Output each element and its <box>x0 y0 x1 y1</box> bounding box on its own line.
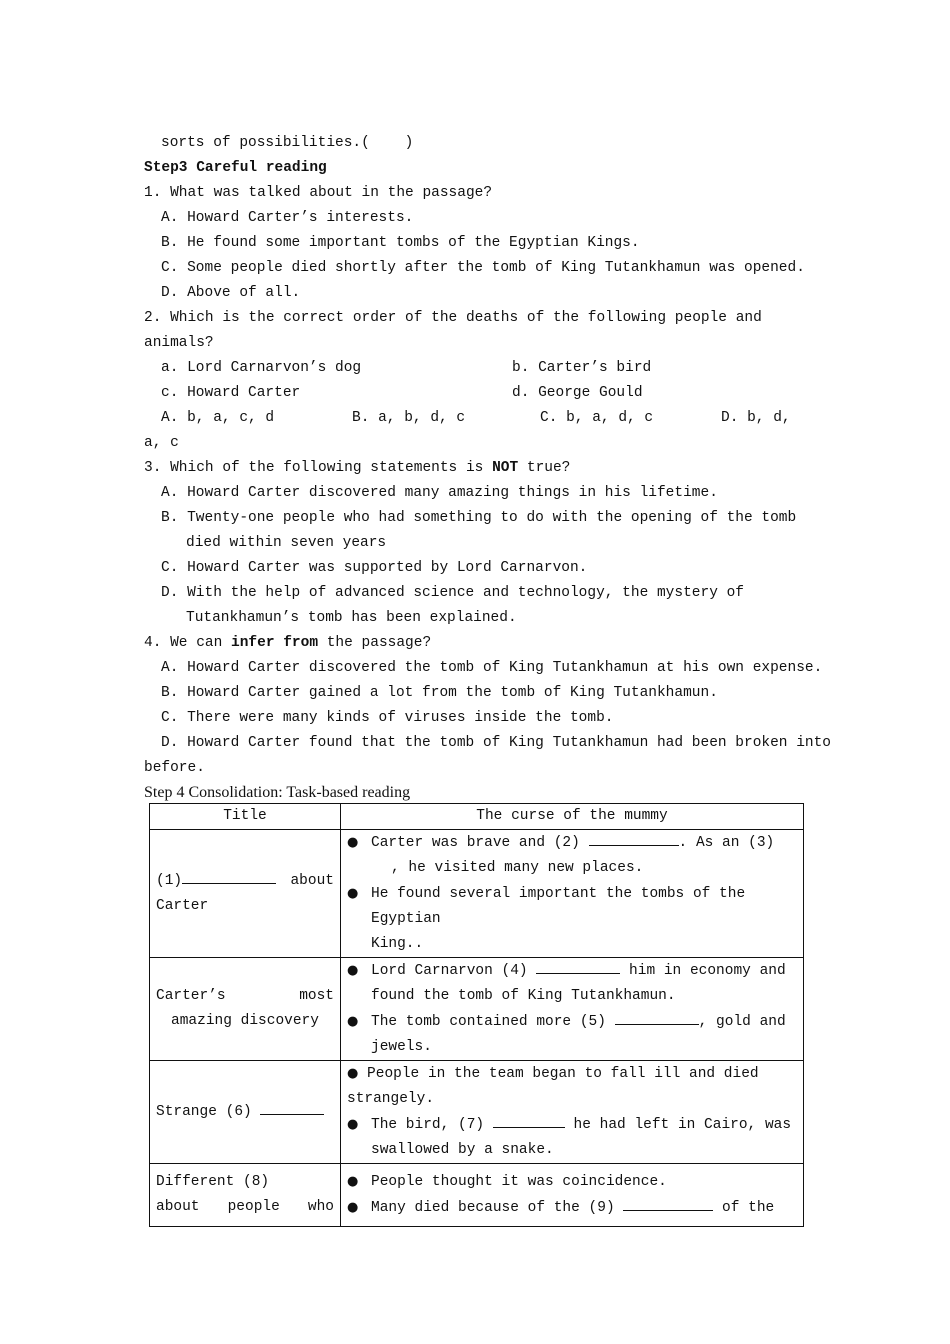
row2-content-cell <box>341 958 804 1061</box>
q2-option-b: B. a, b, d, c <box>352 410 466 426</box>
blank-9[interactable] <box>623 1196 713 1211</box>
q3-stem-after: true? <box>518 460 571 476</box>
q4-stem <box>144 631 431 656</box>
row1-title-cell <box>150 830 341 958</box>
task-table <box>149 803 804 1227</box>
blank-5[interactable] <box>615 1010 699 1025</box>
blank-1[interactable] <box>182 869 276 884</box>
blank-6[interactable] <box>260 1100 324 1115</box>
table-header-row <box>150 804 804 830</box>
row4-bullet-2: ● Many died because of the (9) of the <box>347 1195 797 1221</box>
table-row <box>150 1061 804 1164</box>
row1-title-line1: (1) about <box>156 869 334 894</box>
blank-7[interactable] <box>493 1113 565 1128</box>
q3-option-a: A. Howard Carter discovered many amazing things in his lifetime. <box>161 485 718 501</box>
q4-option-d: D. Howard Carter found that the tomb of King Tutankhamun had been broken into <box>161 735 832 751</box>
row3-title-line1: Strange (6) <box>156 1100 334 1125</box>
q4-option-d-wrap: before. <box>144 760 205 776</box>
row4-bullet-1: ● People thought it was coincidence. <box>347 1169 797 1195</box>
q4-option-a: A. Howard Carter discovered the tomb of King Tutankhamun at his own expense. <box>161 660 823 676</box>
row4-title-cell <box>150 1164 341 1227</box>
q2-item-d: d. George Gould <box>512 385 643 401</box>
row1-bullet-2: ● He found several important the tombs of the Egyptian King.. <box>347 881 797 957</box>
step3-heading: Step3 Careful reading <box>144 160 327 176</box>
table-row <box>150 958 804 1061</box>
step4-heading: Step 4 Consolidation: Task-based reading <box>144 784 411 801</box>
header-title: Title <box>150 804 341 830</box>
q2-item-b: b. Carter’s bird <box>512 360 652 376</box>
q4-option-c: C. There were many kinds of viruses inside the tomb. <box>161 710 614 726</box>
row2-title-line1: Carter’s most <box>156 988 334 1004</box>
row2-bullet-2: ● The tomb contained more (5) , gold and jewels. <box>347 1009 797 1060</box>
table-row <box>150 830 804 958</box>
q4-stem-after: the passage? <box>318 635 432 651</box>
row3-title-cell <box>150 1061 341 1164</box>
row3-bullet-2: ● The bird, (7) he had left in Cairo, was swallowed by a snake. <box>347 1112 797 1163</box>
q2-option-a: A. b, a, c, d <box>161 410 275 426</box>
q2-item-a: a. Lord Carnarvon’s dog <box>161 360 362 376</box>
q2-stem-line1: 2. Which is the correct order of the deaths of the following people and <box>144 310 762 326</box>
row4-title-line1: Different (8) <box>156 1174 270 1190</box>
q1-stem: 1. What was talked about in the passage? <box>144 185 493 201</box>
q1-option-c: C. Some people died shortly after the tomb of King Tutankhamun was opened. <box>161 260 805 276</box>
q3-stem <box>144 456 570 481</box>
row2-title-cell <box>150 958 341 1061</box>
q2-item-c: c. Howard Carter <box>161 385 301 401</box>
q3-option-b-wrap: died within seven years <box>186 535 387 551</box>
q2-option-d: D. b, d, <box>721 410 791 426</box>
q3-stem-before: 3. Which of the following statements is <box>144 460 493 476</box>
q3-option-d: D. With the help of advanced science and technology, the mystery of <box>161 585 744 601</box>
q1-option-a: A. Howard Carter’s interests. <box>161 210 414 226</box>
row1-content-cell <box>341 830 804 958</box>
row2-bullet-1: ● Lord Carnarvon (4) him in economy and found the tomb of King Tutankhamun. <box>347 958 797 1009</box>
blank-2[interactable] <box>589 831 679 846</box>
q1-option-d: D. Above of all. <box>161 285 301 301</box>
q4-stem-bold: infer from <box>231 635 319 651</box>
row4-title-line2: about people who <box>156 1199 334 1215</box>
q3-stem-bold: NOT <box>492 460 519 476</box>
row1-title-line2: Carter <box>156 897 209 914</box>
q4-stem-before: 4. We can <box>144 635 232 651</box>
q1-option-b: B. He found some important tombs of the Egyptian Kings. <box>161 235 640 251</box>
q4-option-b: B. Howard Carter gained a lot from the tomb of King Tutankhamun. <box>161 685 718 701</box>
q2-stem-line2: animals? <box>144 335 214 351</box>
q3-option-b: B. Twenty-one people who had something to do with the opening of the tomb <box>161 510 797 526</box>
row2-title-line2: amazing discovery <box>171 1013 319 1029</box>
q2-option-d-wrap: a, c <box>144 435 179 451</box>
top-line: sorts of possibilities.( ) <box>161 135 414 151</box>
header-curse: The curse of the mummy <box>341 804 804 830</box>
q3-option-d-wrap: Tutankhamun’s tomb has been explained. <box>186 610 517 626</box>
row1-bullet-1: ● Carter was brave and (2) . As an (3) , he visited many new places. <box>347 830 797 881</box>
table-row <box>150 1164 804 1227</box>
q3-option-c: C. Howard Carter was supported by Lord Carnarvon. <box>161 560 588 576</box>
blank-4[interactable] <box>536 959 620 974</box>
row3-bullet-1: ● People in the team began to fall ill and died strangely. <box>347 1066 759 1107</box>
q2-option-c: C. b, a, d, c <box>540 410 654 426</box>
row4-content-cell <box>341 1164 804 1227</box>
row3-content-cell <box>341 1061 804 1164</box>
